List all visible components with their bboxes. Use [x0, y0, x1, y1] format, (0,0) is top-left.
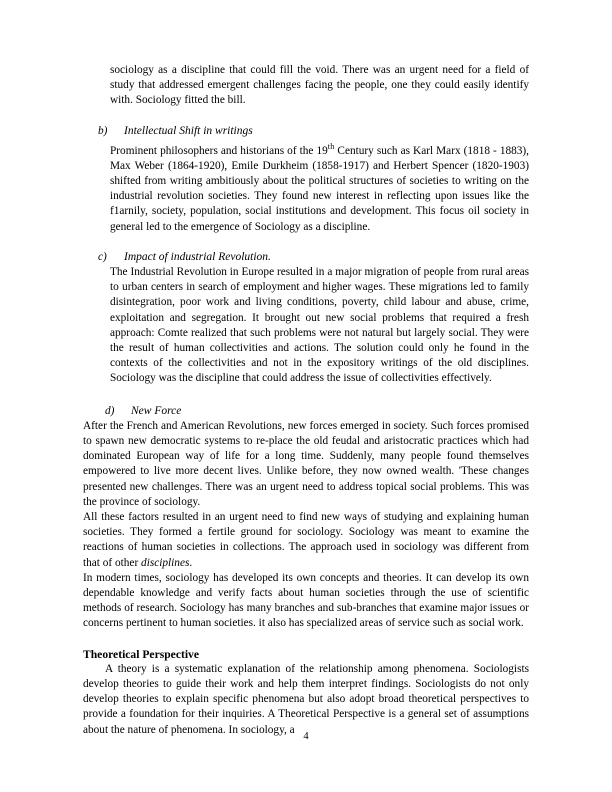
- summary-part1: All these factors resulted in an urgent need to find new ways of studying and explaining human societies. They formed a fertile ground for sociology. Sociology was meant to examine the reactions of human societies in collections. The approach used in sociology was different from that of other: [83, 511, 529, 569]
- list-item-d: [83, 404, 529, 510]
- summary-part2: .: [189, 556, 193, 569]
- paragraph-spacer: [83, 235, 529, 250]
- ordinal-suffix-icon: th: [327, 141, 335, 151]
- list-item-b: [83, 124, 529, 235]
- summary-italic-term: disciplines: [141, 556, 190, 569]
- section-c-body: The Industrial Revolution in Europe resulted in a major migration of people from rural areas to urban centers in search of employment and higher wages. These migrations led to family disintegration, poor work and living conditions, poverty, child labour and abuse, crime, exploitation and segregation. It brought out new social problems that required a fresh approach: Comte realized that such problems were not natural but largely social. They were the result of human collectivities and actions. The solution could only he found in the contexts of the collectivities and not in the expository writings of the old disciplines. Sociology was the discipline that could address the issue of collectivities effectively.: [110, 266, 529, 385]
- summary-paragraph: [83, 510, 529, 571]
- page-number: 4: [303, 731, 309, 742]
- theoretical-perspective-heading: Theoretical Perspective: [83, 647, 199, 661]
- modern-times-paragraph: In modern times, sociology has developed its own concepts and theories. It can develop its own dependable knowledge and verify facts about human societies through the use of scientific methods of research. Sociology has many branches and sub-branches that examine major issues or concerns pertinent to human societies. it also has specialized areas of service such as social work.: [83, 571, 529, 630]
- section-b-body-part2: Century such as Karl Marx (1818 - 1883), Max Weber (1864-1920), Emile Durkheim (1858-1917) and Herbert Spencer (1820-1903) shifted from writing ambitiously about the political structures of societies to writing on the industrial revolution societies. They found new interest in reflecting upon issues like the f1arnily, society, population, social institutions and development. This focus oil society in general led to the emergence of Sociology as a discipline.: [110, 144, 530, 233]
- list-heading-d: New Force: [131, 404, 182, 417]
- section-b-body-part1: Prominent philosophers and historians of the 19: [110, 144, 328, 157]
- section-d-body: After the French and American Revolutions, new forces emerged in society. Such forces promised to spawn new democratic systems to re-place the old feudal and aristocratic practices which had dominated European way of life for a long time. Suddenly, many people found themselves empowered to live more decent lives. Unlike before, they now owned wealth. 'These changes presented new challenges. There was an urgent need to address topical social problems. This was the province of sociology.: [83, 419, 529, 508]
- paragraph-spacer: [83, 387, 529, 404]
- opening-paragraph: sociology as a discipline that could fill the void. There was an urgent need for a field of study that addressed emergent challenges facing the people, one they could easily identify with. Sociology fitted the bill.: [110, 64, 529, 107]
- list-item-c: [83, 250, 529, 387]
- list-marker-b: b): [98, 124, 108, 137]
- section-b-body: [110, 139, 529, 235]
- paragraph-spacer: [83, 632, 529, 647]
- paragraph-spacer: [83, 109, 529, 124]
- list-heading-c: Impact of industrial Revolution.: [124, 250, 271, 263]
- list-heading-b: Intellectual Shift in writings: [124, 124, 253, 137]
- theoretical-perspective-body: A theory is a systematic explanation of the relationship among phenomena. Sociologists develop theories to guide their work and help them interpret findings. Sociologists do not only develop theories to explain specific phenomena but also adopt broad theoretical perspectives to provide a foundation for their inquiries. A Theoretical Perspective is a general set of assumptions about the nature of phenomena. In sociology, a: [83, 662, 529, 736]
- list-marker-c: c): [98, 250, 107, 263]
- page-content: [83, 63, 529, 738]
- list-marker-d: d): [105, 404, 115, 417]
